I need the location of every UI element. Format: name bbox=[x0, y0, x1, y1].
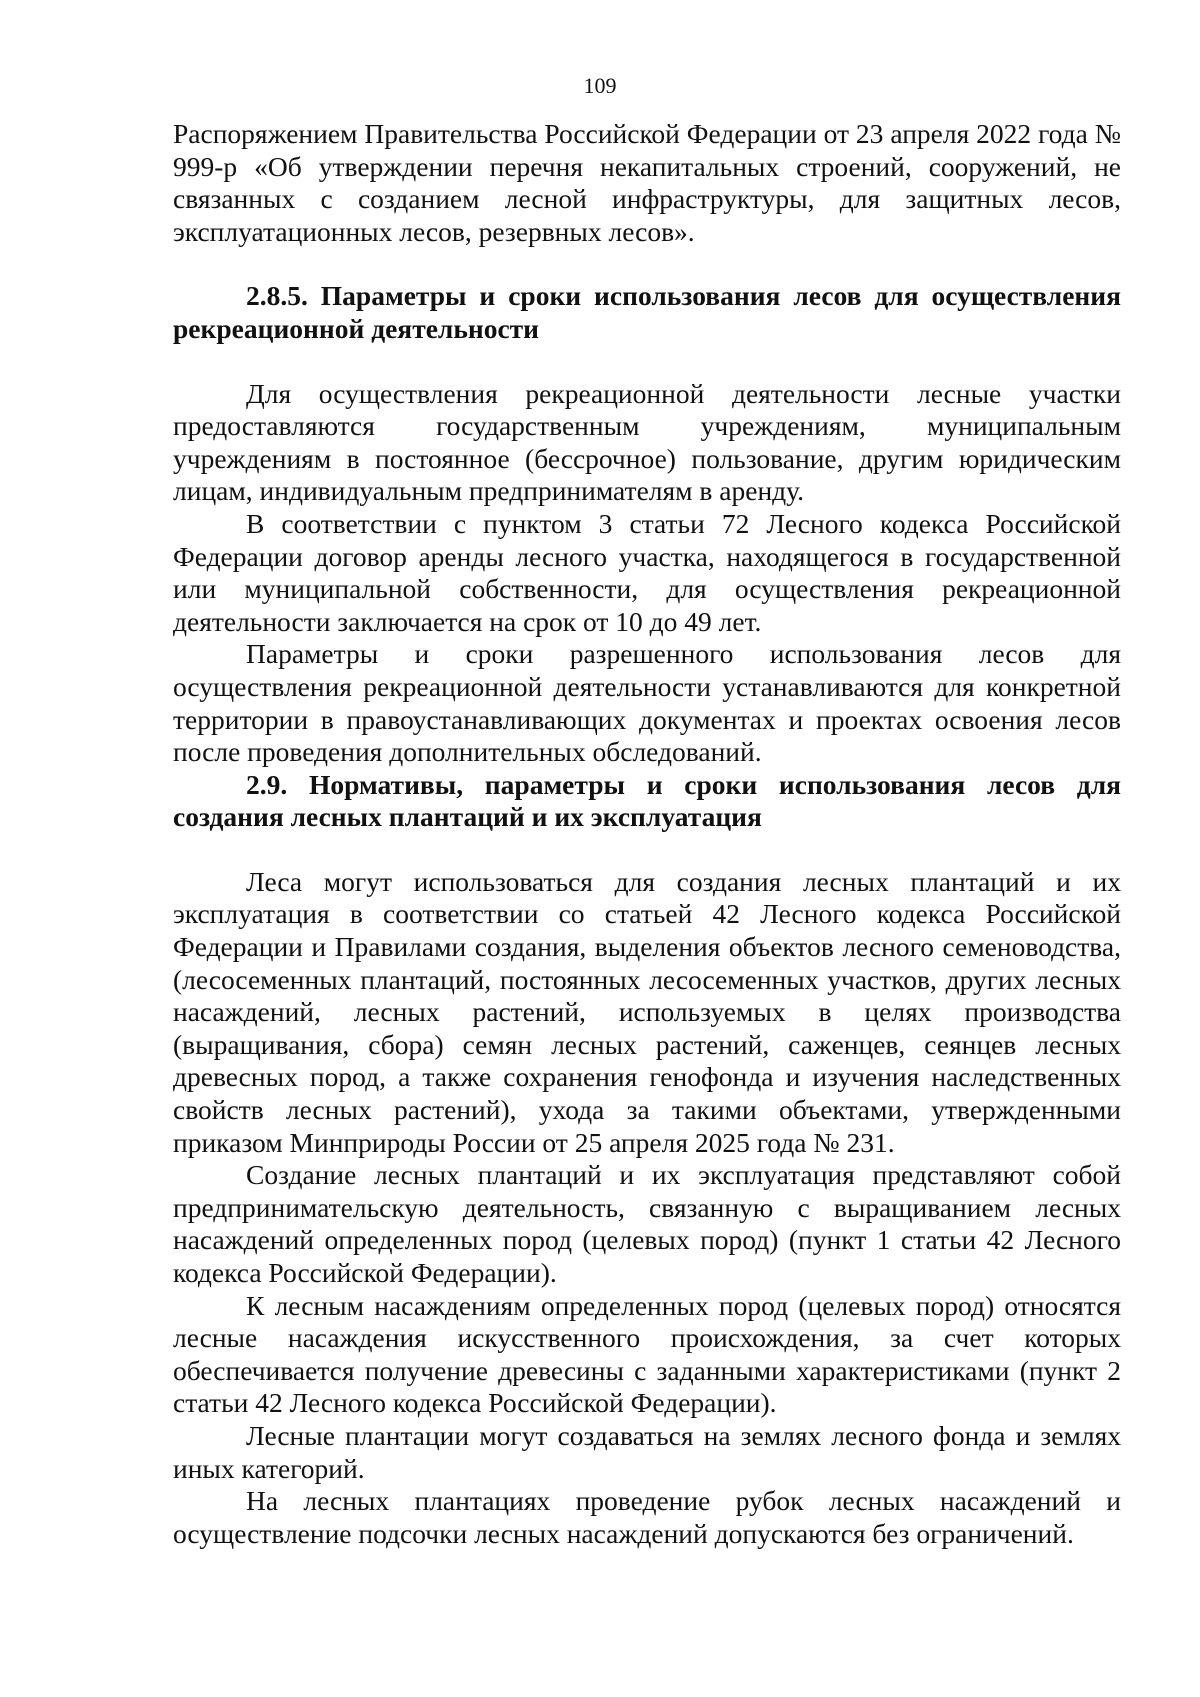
paragraph-lease-term: В соответствии с пунктом 3 статьи 72 Лесного кодекса Российской Федерации договор аренды лесного участка, находящегося в государственной или муниципальной собственности, для осуществления рекреационной деятельности заключается на срок от 10 до 49 лет. bbox=[173, 507, 1121, 637]
paragraph-plantation-lands: Лесные плантации могут создаваться на землях лесного фонда и землях иных категорий. bbox=[173, 1419, 1121, 1484]
paragraph-plantations-business: Создание лесных плантаций и их эксплуатация представляют собой предпринимательскую деятельность, связанную с выращиванием лесных насаждений определенных пород (целевых пород) (пункт 1 статьи 42 Лесного кодекса Российской Федерации). bbox=[173, 1159, 1121, 1288]
paragraph-intro-continuation: Распоряжением Правительства Российской Федерации от 23 апреля 2022 года № 999-р «Об утверждении перечня некапитальных строений, сооружений, не связанных с созданием лесной инфраструктуры, для защитных лесов, эксплуатационных лесов, резервных лесов». bbox=[173, 118, 1121, 247]
document-body bbox=[173, 118, 1121, 1550]
paragraph-recreation-provision: Для осуществления рекреационной деятельности лесные участки предоставляются государственным учреждениям, муниципальным учреждениям в постоянное (бессрочное) пользование, другим юридическим лицам, индивидуальным предпринимателям в аренду. bbox=[173, 377, 1121, 507]
section-heading-2-8-5: 2.8.5. Параметры и сроки использования лесов для осуществления рекреационной деятельности bbox=[173, 280, 1121, 344]
page-number: 109 bbox=[583, 73, 617, 98]
paragraph-felling-tapping: На лесных плантациях проведение рубок лесных насаждений и осуществление подсочки лесных насаждений допускаются без ограничений. bbox=[173, 1485, 1121, 1549]
paragraph-recreation-parameters: Параметры и сроки разрешенного использования лесов для осуществления рекреационной деятельности устанавливаются для конкретной территории в правоустанавливающих документах и проектах освоения лесов после проведения дополнительных обследований. bbox=[173, 638, 1121, 768]
paragraph-target-species: К лесным насаждениям определенных пород (целевых пород) относятся лесные насаждения искусственного происхождения, за счет которых обеспечивается получение древесины с заданными характеристиками (пункт 2 статьи 42 Лесного кодекса Российской Федерации). bbox=[173, 1289, 1121, 1419]
paragraph-plantations-legal-basis: Леса могут использоваться для создания лесных плантаций и их эксплуатация в соответствии со статьей 42 Лесного кодекса Российской Федерации и Правилами создания, выделения объектов лесного семеноводства, (лесосеменных плантаций, постоянных лесосеменных участков, других лесных насаждений, лесных растений, используемых в целях производства (выращивания, сбора) семян лесных растений, саженцев, сеянцев лесных древесных пород, а также сохранения генофонда и изучения наследственных свойств лесных растений), ухода за такими объектами, утвержденными приказом Минприроды России от 25 апреля 2025 года № 231. bbox=[173, 865, 1121, 1158]
section-heading-2-9: 2.9. Нормативы, параметры и сроки использования лесов для создания лесных плантаций и их эксплуатация bbox=[173, 768, 1121, 833]
